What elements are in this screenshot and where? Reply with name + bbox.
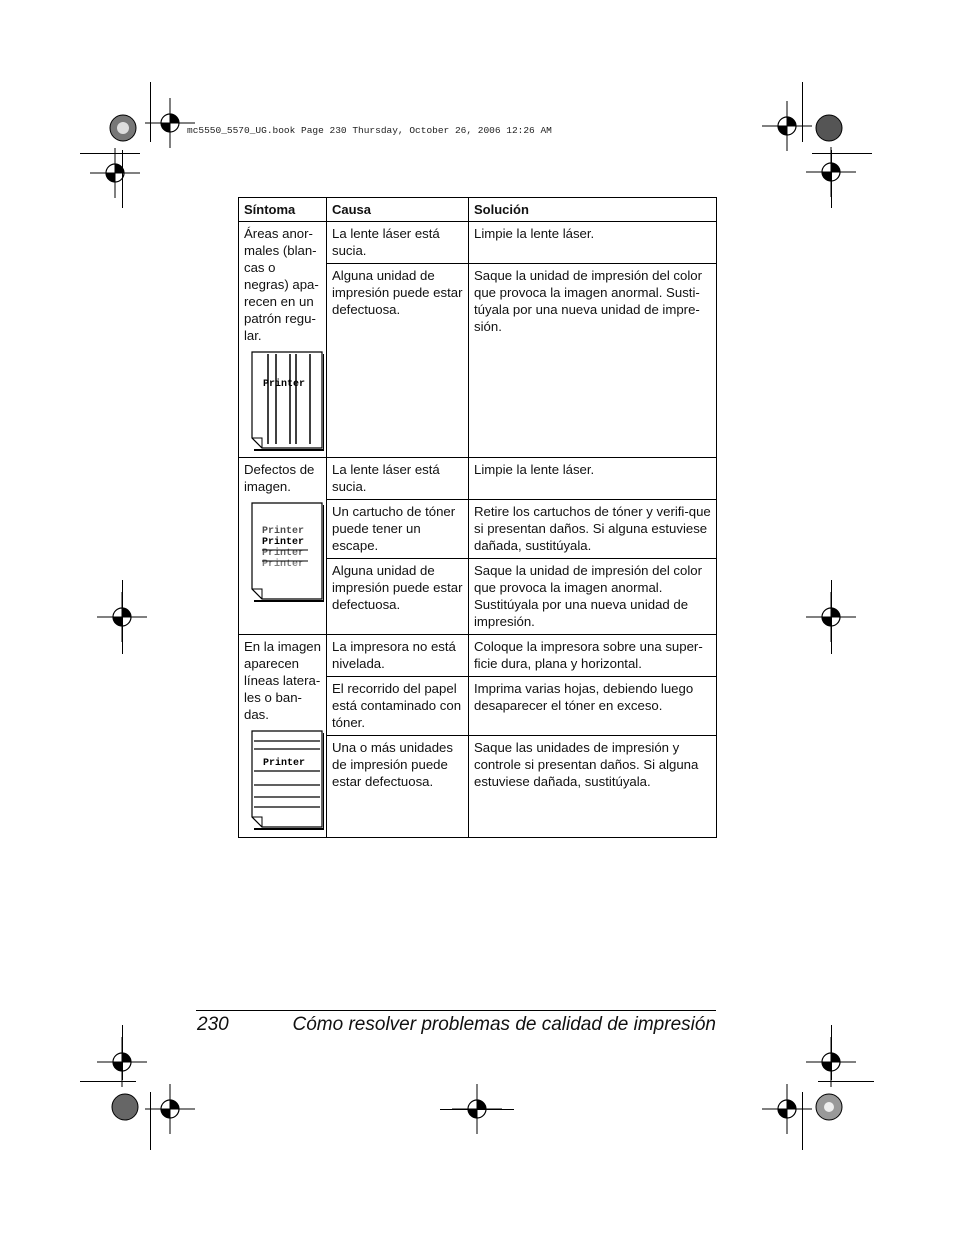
- solution-cell: Imprima varias hojas, debiendo luego desaparecer el tóner en exceso.: [469, 677, 717, 736]
- solution-cell: Coloque la impresora sobre una super-ficie dura, plana y horizontal.: [469, 635, 717, 677]
- column-header-cause: Causa: [327, 198, 469, 222]
- footer-rule: [196, 1010, 716, 1011]
- cause-cell: Una o más unidades de impresión puede estar defectuosa.: [327, 736, 469, 838]
- table-row: [239, 458, 717, 500]
- sample-label: Printer: [263, 379, 306, 390]
- symptom-cell: [239, 458, 327, 635]
- solution-cell: Saque la unidad de impresión del color que provoca la imagen anormal. Sustitúyala por una nueva unidad de impresión.: [469, 559, 717, 635]
- sample-label: Printer: [262, 526, 305, 537]
- sample-label: Printer: [263, 758, 306, 769]
- footer-chapter-title: Cómo resolver problemas de calidad de impresión: [292, 1014, 716, 1035]
- cause-cell: La impresora no está nivelada.: [327, 635, 469, 677]
- solution-cell: Limpie la lente láser.: [469, 222, 717, 264]
- column-header-solution: Solución: [469, 198, 717, 222]
- printer-sample-vertical-lines-icon: [248, 348, 324, 452]
- symptom-cell: [239, 635, 327, 838]
- cause-cell: Alguna unidad de impresión puede estar defectuosa.: [327, 264, 469, 458]
- cause-cell: La lente láser está sucia.: [327, 458, 469, 500]
- registration-mark-icon: [90, 148, 140, 198]
- cause-cell: Alguna unidad de impresión puede estar defectuosa.: [327, 559, 469, 635]
- solution-cell: Limpie la lente láser.: [469, 458, 717, 500]
- color-target-icon: [108, 113, 138, 143]
- printer-sample-image-defects-icon: [248, 499, 324, 603]
- cause-cell: Un cartucho de tóner puede tener un escape.: [327, 500, 469, 559]
- page-number: 230: [197, 1014, 229, 1035]
- solution-cell: Saque las unidades de impresión y controle si presentan daños. Si alguna estuviese dañada, sustitúyala.: [469, 736, 717, 838]
- registration-mark-icon: [806, 1037, 856, 1087]
- sample-label: Printer: [262, 548, 305, 559]
- symptom-text: En la imagen aparecen líneas latera-les o ban-das.: [244, 639, 321, 722]
- symptom-cell: [239, 222, 327, 458]
- book-info-header: mc5550_5570_UG.book Page 230 Thursday, October 26, 2006 12:26 AM: [187, 125, 552, 136]
- registration-mark-icon: [762, 101, 812, 151]
- cause-cell: El recorrido del papel está contaminado con tóner.: [327, 677, 469, 736]
- sample-label: Printer: [262, 537, 305, 548]
- registration-mark-icon: [145, 1084, 195, 1134]
- cause-cell: La lente láser está sucia.: [327, 222, 469, 264]
- solution-cell: Retire los cartuchos de tóner y verifi-que si presentan daños. Si alguna estuviese dañada, sustitúyala.: [469, 500, 717, 559]
- sample-label: Printer: [262, 559, 305, 570]
- registration-mark-icon: [97, 1037, 147, 1087]
- troubleshooting-table: [238, 197, 717, 838]
- symptom-text: Defectos de imagen.: [244, 462, 315, 494]
- table-header-row: [239, 198, 717, 222]
- registration-mark-icon: [145, 98, 195, 148]
- symptom-text: Áreas anor- males (blan- cas o negras) apa- recen en un patrón regu- lar.: [244, 226, 319, 343]
- registration-mark-icon: [762, 1084, 812, 1134]
- color-target-icon: [814, 113, 844, 143]
- column-header-symptom: Síntoma: [239, 198, 327, 222]
- solution-cell: Saque la unidad de impresión del color que provoca la imagen anormal. Susti-túyala por una nueva unidad de impre-sión.: [469, 264, 717, 458]
- table-row: [239, 635, 717, 677]
- table-row: [239, 222, 717, 264]
- printer-sample-horizontal-bands-icon: [248, 727, 324, 831]
- color-target-icon: [110, 1092, 140, 1122]
- color-target-icon: [814, 1092, 844, 1122]
